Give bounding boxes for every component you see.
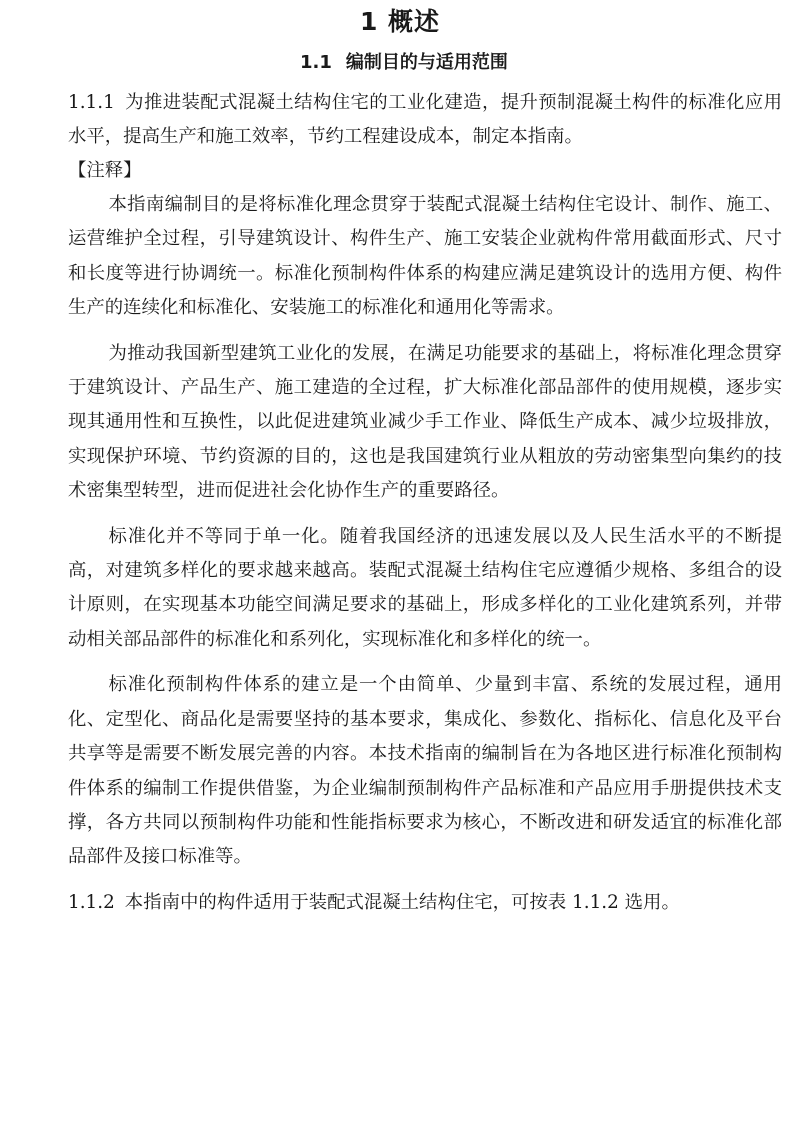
section-title-text: 编制目的与适用范围 — [345, 52, 508, 73]
clause-1-1-1 — [68, 86, 782, 154]
note-paragraph: 标准化并不等同于单一化。随着我国经济的迅速发展以及人民生活水平的不断提高，对建筑多样化的要求越来越高。装配式混凝土结构住宅应遵循少规格、多组合的设计原则，在实现基本功能空间满足要求的基础上，形成多样化的工业化建筑系列，并带动相关部品部件的标准化和系列化，实现标准化和多样化的统一。 — [68, 525, 782, 650]
clause-number: 1.1.1 — [68, 92, 115, 113]
chapter-title: 1 概述 — [359, 7, 441, 36]
document-body — [68, 86, 782, 920]
clause-number: 1.1.2 — [68, 891, 115, 913]
note-paragraph: 为推动我国新型建筑工业化的发展，在满足功能要求的基础上，将标准化理念贯穿于建筑设计、产品生产、施工建造的全过程，扩大标准化部品部件的使用规模，逐步实现其通用性和互换性，以此促进建筑业减少手工作业、降低生产成本、减少垃圾排放，实现保护环境、节约资源的目的，这也是我国建筑行业从粗放的劳动密集型向集约的技术密集型转型，进而促进社会化协作生产的重要路径。 — [68, 342, 782, 502]
section-title — [300, 48, 508, 74]
clause-1-1-2 — [68, 886, 782, 920]
note-label: 【注释】 — [68, 160, 142, 181]
clause-text: 本指南中的构件适用于装配式混凝土结构住宅，可按表 1.1.2 选用。 — [124, 891, 680, 913]
clause-text: 为推进装配式混凝土结构住宅的工业化建造，提升预制混凝土构件的标准化应用水平，提高生产和施工效率，节约工程建设成本，制定本指南。 — [68, 92, 782, 147]
note-paragraph: 本指南编制目的是将标准化理念贯穿于装配式混凝土结构住宅设计、制作、施工、运营维护全过程，引导建筑设计、构件生产、施工安装企业就构件常用截面形式、尺寸和长度等进行协调统一。标准化预制构件体系的构建应满足建筑设计的选用方便、构件生产的连续化和标准化、安装施工的标准化和通用化等需求。 — [68, 194, 782, 319]
note-paragraph: 标准化预制构件体系的建立是一个由简单、少量到丰富、系统的发展过程，通用化、定型化、商品化是需要坚持的基本要求，集成化、参数化、指标化、信息化及平台共享等是需要不断发展完善的内容。本技术指南的编制旨在为各地区进行标准化预制构件体系的编制工作提供借鉴，为企业编制预制构件产品标准和产品应用手册提供技术支撑，各方共同以预制构件功能和性能指标要求为核心，不断改进和研发适宜的标准化部品部件及接口标准等。 — [68, 674, 782, 868]
section-number: 1.1 — [300, 52, 332, 73]
